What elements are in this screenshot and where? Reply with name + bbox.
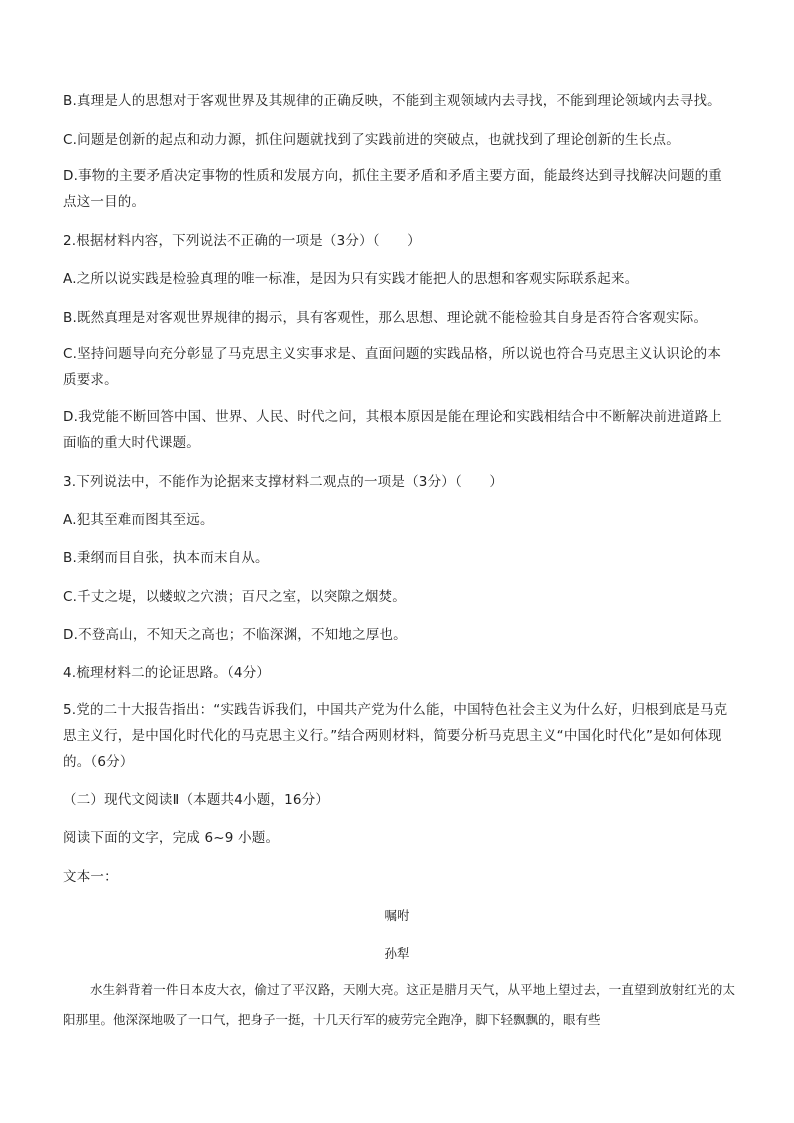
q1-option-d: D.事物的主要矛盾决定事物的性质和发展方向，抓住主要矛盾和矛盾主要方面，能最终达到寻找解决问题的重点这一目的。 bbox=[63, 168, 722, 210]
q4-question: 4.梳理材料二的论证思路。（4分） bbox=[63, 665, 271, 681]
text-label: 文本一： bbox=[63, 869, 118, 885]
q3-stem: 3.下列说法中，不能作为论据来支撑材料二观点的一项是（3分）（ ） bbox=[63, 474, 504, 490]
q2-option-c: C.坚持问题导向充分彰显了马克思主义实事求是、直面问题的实践品格，所以说也符合马克思主义认识论的本质要求。 bbox=[63, 346, 722, 388]
q3-option-a: A.犯其至难而图其至远。 bbox=[63, 512, 214, 528]
q2-option-b: B.既然真理是对客观世界规律的揭示，具有客观性，那么思想、理论就不能检验其自身是否符合客观实际。 bbox=[63, 310, 708, 326]
q2-stem: 2.根据材料内容，下列说法不正确的一项是（3分）（ ） bbox=[63, 233, 421, 249]
q1-option-c: C.问题是创新的起点和动力源，抓住问题就找到了实践前进的突破点，也就找到了理论创新的生长点。 bbox=[63, 132, 680, 148]
story-author: 孙犁 bbox=[384, 946, 410, 961]
section-heading: （二）现代文阅读Ⅱ（本题共4小题，16分） bbox=[63, 792, 330, 808]
q3-option-c: C.千丈之堤，以蝼蚁之穴溃；百尺之室，以突隙之烟焚。 bbox=[63, 589, 406, 605]
story-title: 嘱咐 bbox=[384, 908, 410, 923]
q2-option-d: D.我党能不断回答中国、世界、人民、时代之问，其根本原因是能在理论和实践相结合中不断解决前进道路上面临的重大时代课题。 bbox=[63, 409, 722, 451]
q3-option-d: D.不登高山，不知天之高也；不临深渊，不知地之厚也。 bbox=[63, 627, 407, 643]
reading-instruction: 阅读下面的文字，完成 6~9 小题。 bbox=[63, 830, 280, 846]
story-paragraph: 水生斜背着一件日本皮大衣，偷过了平汉路，天刚大亮。这正是腊月天气，从平地上望过去，一直望到放射红光的太阳那里。他深深地吸了一口气，把身子一挺，十几天行军的疲劳完全跑净，脚下轻飘飘的，眼有些 bbox=[63, 982, 735, 1027]
q3-option-b: B.秉纲而目自张，执本而末自从。 bbox=[63, 550, 269, 566]
q5-question: 5.党的二十大报告指出：“实践告诉我们，中国共产党为什么能，中国特色社会主义为什么好，归根到底是马克思主义行，是中国化时代化的马克思主义行。”结合两则材料，简要分析马克思主义“中国化时代化”是如何体现的。（6分） bbox=[63, 702, 728, 770]
q1-option-b: B.真理是人的思想对于客观世界及其规律的正确反映，不能到主观领域内去寻找，不能到理论领域内去寻找。 bbox=[63, 93, 721, 109]
q2-option-a: A.之所以说实践是检验真理的唯一标准，是因为只有实践才能把人的思想和客观实际联系起来。 bbox=[63, 271, 639, 287]
